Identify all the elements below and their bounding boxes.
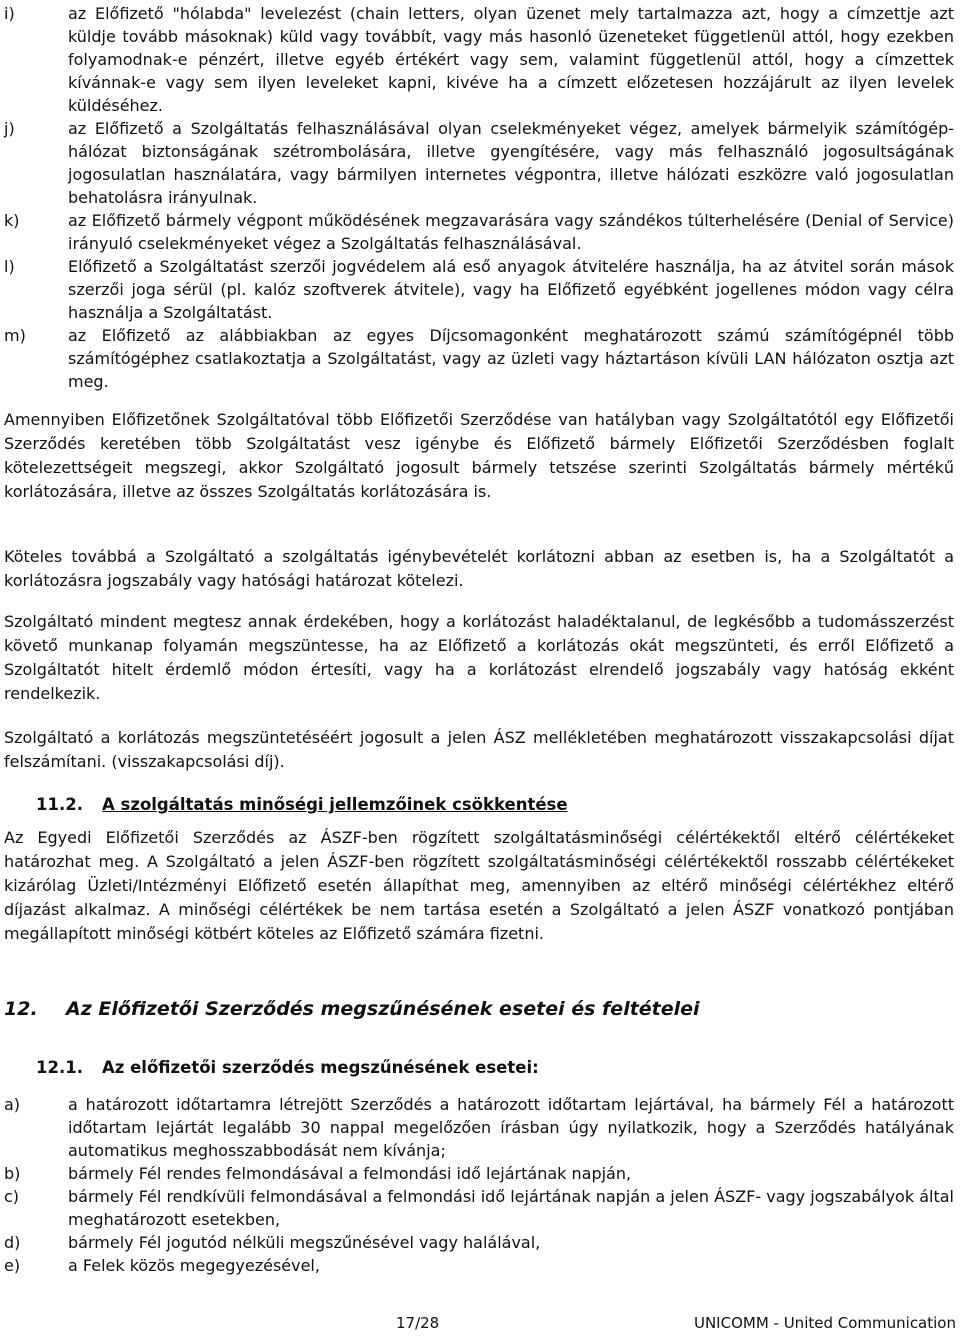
list-marker: i) <box>4 4 15 23</box>
paragraph-reconnection-fee: Szolgáltató a korlátozás megszüntetéséért jogosult a jelen ÁSZ mellékletében meghatározott visszakapcsolási díjat felszámítani. (visszakapcsolási díj). <box>4 728 954 771</box>
list-item <box>4 1185 954 1231</box>
list-item-text: bármely Fél jogutód nélküli megszűnésével vagy halálával, <box>68 1233 541 1252</box>
list-marker: j) <box>4 119 15 138</box>
list-item-text: a határozott időtartamra létrejött Szerződés a határozott időtartam lejártával, ha bármely Fél a határozott időtartam lejártát legalább 30 nappal megelőzően írásban úgy nyilatkozik, hogy a Szerződés hatályának automatikus meghosszabbodását nem kívánja; <box>68 1095 954 1160</box>
termination-case-list <box>4 1093 954 1277</box>
list-item <box>4 324 954 393</box>
list-marker: a) <box>4 1095 21 1114</box>
paragraph-restriction-removal: Szolgáltató mindent megtesz annak érdekében, hogy a korlátozást haladéktalanul, de legkésőbb a tudomásszerzést követő munkanap folyamán megszüntesse, ha az Előfizető a korlátozás okát megszünteti, és erről Előfizető a Szolgáltatót hitelt érdemlő módon értesíti, vagy ha a korlátozást elrendelő jogszabály vagy hatóság ekként rendelkezik. <box>4 612 954 703</box>
list-marker: e) <box>4 1256 21 1275</box>
section-12-heading <box>4 996 700 1022</box>
list-item <box>4 1231 954 1254</box>
list-item-text: Előfizető a Szolgáltatást szerzői jogvédelem alá eső anyagok átvitelére használja, ha az átvitel során mások szerzői joga sérül (pl. kalóz szoftverek átvitele), vagy ha Előfizető egyébként jogellenes módon vagy célra használja a Szolgáltatást. <box>68 257 954 322</box>
section-11-2-text: Az Egyedi Előfizetői Szerződés az ÁSZF-ben rögzített szolgáltatásminőségi célértékektől eltérő célértékeket határozhat meg. A Szolgáltató a jelen ÁSZF-ben rögzített szolgáltatásminőségi célértékektől rosszabb célértékeket kizárólag Üzleti/Intézményi Előfizető esetén állapíthat meg, amennyiben az eltérő minőségi célértékhez eltérő díjazást alkalmaz. A minőségi célértékek be nem tartása esetén a Szolgáltató a jelen ÁSZF vonatkozó pontjában megállapított minőségi kötbért köteles az Előfizető számára fizetni. <box>4 828 954 943</box>
section-11-2-heading <box>36 793 568 817</box>
list-item <box>4 2 954 117</box>
list-item <box>4 117 954 209</box>
list-item <box>4 1254 954 1277</box>
list-item <box>4 255 954 324</box>
section-title: Az előfizetői szerződés megszűnésének esetei: <box>102 1058 539 1077</box>
section-number: 12. <box>4 998 38 1020</box>
list-marker: c) <box>4 1187 20 1206</box>
list-item-text: a Felek közös megegyezésével, <box>68 1256 320 1275</box>
list-item-text: az Előfizető "hólabda" levelezést (chain letters, olyan üzenet mely tartalmazza azt, hogy a címzettje azt küldje tovább másoknak) küld vagy továbbít, vagy más hasonló üzeneteket függetlenül attól, hogy ezekben folyamodnak-e pénzért, illetve egyéb értékért vagy sem, valamint függetlenül attól, hogy a címzettek kívánnak-e vagy sem ilyen leveleket kapni, kivéve ha a címzett előzetesen hozzájárult az ilyen levelek küldéséhez. <box>68 4 954 115</box>
restriction-case-list <box>4 2 954 393</box>
section-number: 12.1. <box>36 1058 83 1077</box>
list-marker: k) <box>4 211 20 230</box>
list-item-text: bármely Fél rendes felmondásával a felmondási idő lejártának napján, <box>68 1164 632 1183</box>
list-item-text: az Előfizető a Szolgáltatás felhasználásával olyan cselekményeket végez, amelyek bármelyik számítógép-hálózat biztonságának szétrombolására, illetve gyengítésére, vagy más felhasználó jogosultságának jogosulatlan használatára, vagy bármilyen internetes végpontra, illetve hálózati eszközre való jogosulatlan behatolásra irányulnak. <box>68 119 954 207</box>
company-name: UNICOMM - United Communication <box>693 1314 956 1332</box>
list-marker: b) <box>4 1164 21 1183</box>
list-item <box>4 209 954 255</box>
list-item-text: az Előfizető bármely végpont működésének megzavarására vagy szándékos túlterhelésére (Denial of Service) irányuló cselekményeket végez a Szolgáltatás felhasználásával. <box>68 211 954 253</box>
list-marker: l) <box>4 257 15 276</box>
list-item <box>4 1162 954 1185</box>
list-item-text: bármely Fél rendkívüli felmondásával a felmondási idő lejártának napján a jelen ÁSZF- vagy jogszabályok által meghatározott esetekben, <box>68 1187 954 1229</box>
section-title: Az Előfizetői Szerződés megszűnésének esetei és feltételei <box>66 998 700 1020</box>
section-title: A szolgáltatás minőségi jellemzőinek csökkentése <box>102 795 568 814</box>
section-number: 11.2. <box>36 795 83 814</box>
paragraph-mandatory-restriction: Köteles továbbá a Szolgáltató a szolgáltatás igénybevételét korlátozni abban az esetben is, ha a Szolgáltatót a korlátozásra jogszabály vagy hatósági határozat kötelezi. <box>4 547 954 590</box>
list-item-text: az Előfizető az alábbiakban az egyes Díjcsomagonként meghatározott számú számítógépnél több számítógéphez csatlakoztatja a Szolgáltatást, vagy az üzleti vagy háztartáson kívüli LAN hálózaton osztja azt meg. <box>68 326 954 391</box>
list-marker: m) <box>4 326 26 345</box>
paragraph-multiple-contracts: Amennyiben Előfizetőnek Szolgáltatóval több Előfizetői Szerződése van hatályban vagy Szolgáltatótól egy Előfizetői Szerződés keretében több Szolgáltatást vesz igénybe és Előfizető bármely Előfizetői Szerződésben foglalt kötelezettségeit megszegi, akkor Szolgáltató jogosult bármely tetszése szerinti Szolgáltatás bármely mértékű korlátozására, illetve az összes Szolgáltatás korlátozására is. <box>4 410 954 501</box>
list-item <box>4 1093 954 1162</box>
list-marker: d) <box>4 1233 21 1252</box>
page-number: 17/28 <box>396 1314 440 1332</box>
section-12-1-heading <box>36 1056 539 1080</box>
